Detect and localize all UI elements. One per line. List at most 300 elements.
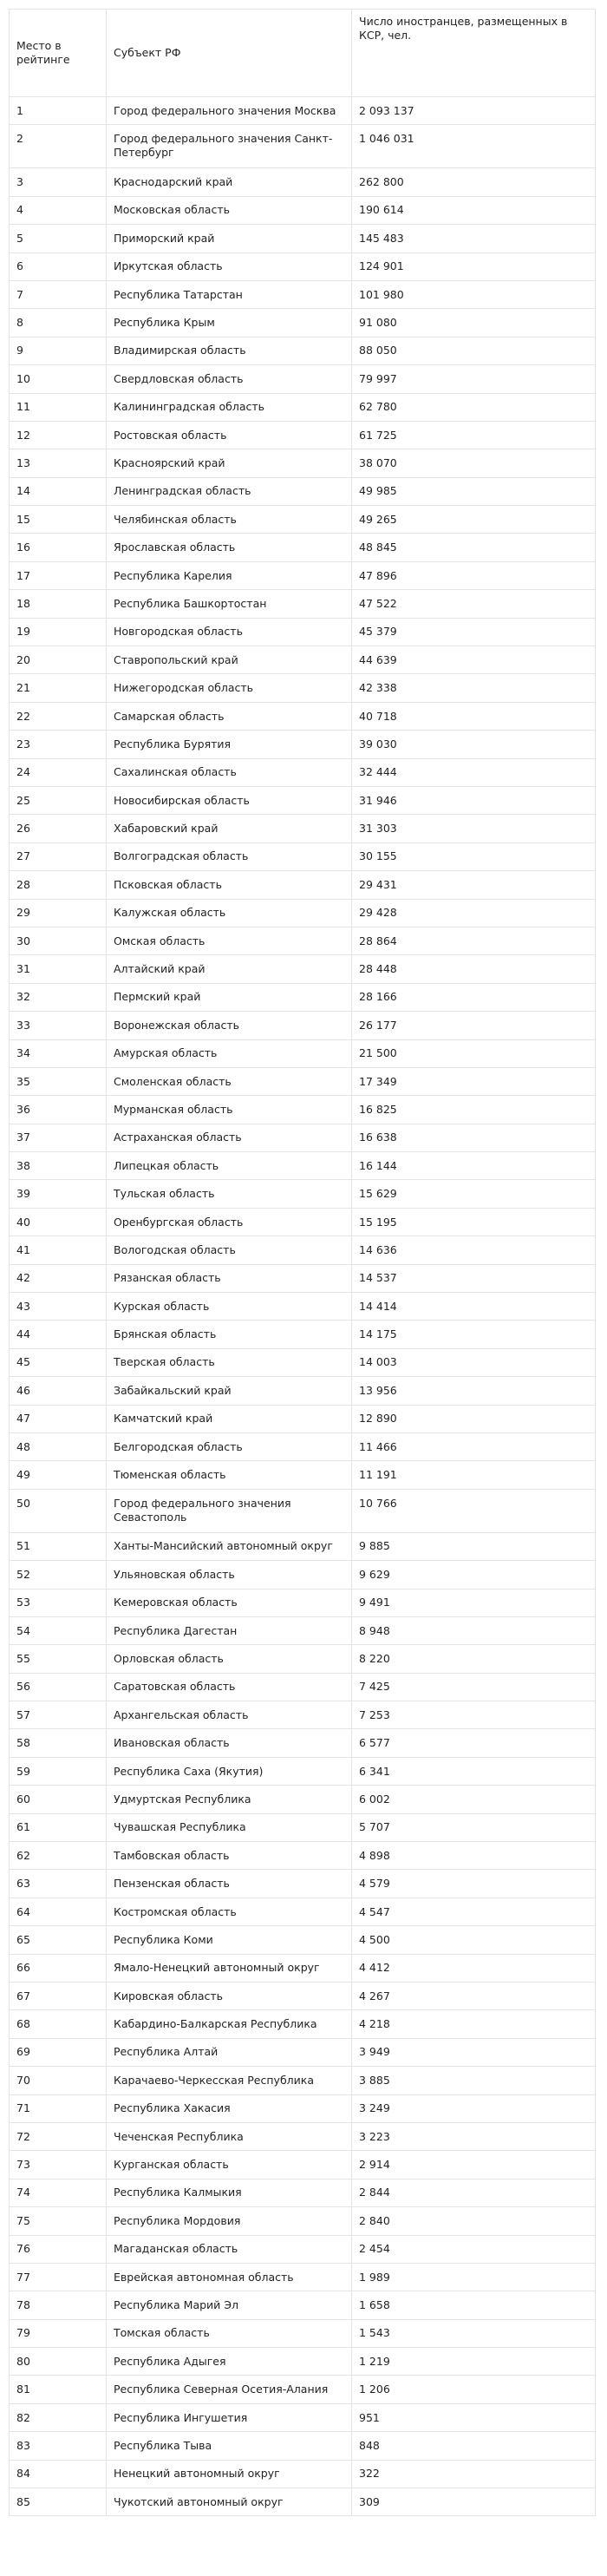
foreigners-count-cell: 47 896 (352, 561, 596, 589)
foreigners-count-cell: 2 844 (352, 2179, 596, 2206)
rank-cell: 15 (10, 506, 107, 534)
rank-cell: 43 (10, 1293, 107, 1321)
table-row (10, 2010, 596, 2038)
region-cell: Пензенская область (107, 1870, 352, 1898)
rank-cell: 47 (10, 1405, 107, 1432)
table-row (10, 1321, 596, 1348)
rank-cell: 63 (10, 1870, 107, 1898)
table-row (10, 2122, 596, 2150)
region-cell: Удмуртская Республика (107, 1786, 352, 1813)
table-body (10, 97, 596, 2516)
foreigners-count-cell: 29 431 (352, 871, 596, 899)
region-cell: Кабардино-Балкарская Республика (107, 2010, 352, 2038)
table-row (10, 225, 596, 252)
region-cell: Чувашская Республика (107, 1813, 352, 1841)
table-row (10, 1067, 596, 1095)
table-row (10, 506, 596, 534)
table-header (10, 10, 596, 97)
foreigners-count-cell: 40 718 (352, 702, 596, 730)
foreigners-count-cell: 3 949 (352, 2038, 596, 2066)
foreigners-count-cell: 6 002 (352, 1786, 596, 1813)
rank-cell: 16 (10, 534, 107, 561)
table-row (10, 309, 596, 337)
foreigners-count-cell: 48 845 (352, 534, 596, 561)
region-cell: Красноярский край (107, 449, 352, 477)
foreigners-count-cell: 42 338 (352, 674, 596, 702)
table-row (10, 2235, 596, 2263)
foreigners-count-cell: 4 579 (352, 1870, 596, 1898)
region-cell: Костромская область (107, 1898, 352, 1925)
rank-cell: 3 (10, 168, 107, 196)
foreigners-count-cell: 14 003 (352, 1348, 596, 1376)
region-cell: Белгородская область (107, 1432, 352, 1460)
table-row (10, 1673, 596, 1701)
foreigners-count-cell: 11 466 (352, 1432, 596, 1460)
foreigners-count-cell: 91 080 (352, 309, 596, 337)
foreigners-count-cell: 10 766 (352, 1489, 596, 1532)
rank-cell: 41 (10, 1236, 107, 1264)
foreigners-count-cell: 79 997 (352, 365, 596, 393)
table-row (10, 618, 596, 646)
region-cell: Республика Северная Осетия-Алания (107, 2376, 352, 2403)
table-row (10, 1786, 596, 1813)
ranking-table (9, 9, 596, 2516)
foreigners-count-cell: 38 070 (352, 449, 596, 477)
table-row (10, 196, 596, 224)
table-row (10, 2291, 596, 2319)
rank-cell: 26 (10, 815, 107, 842)
region-cell: Тюменская область (107, 1461, 352, 1489)
table-row (10, 1701, 596, 1729)
region-cell: Нижегородская область (107, 674, 352, 702)
rank-cell: 49 (10, 1461, 107, 1489)
rank-cell: 24 (10, 758, 107, 786)
foreigners-count-cell: 49 265 (352, 506, 596, 534)
table-row (10, 1645, 596, 1673)
foreigners-count-cell: 1 989 (352, 2263, 596, 2291)
rank-cell: 71 (10, 2094, 107, 2122)
rank-cell: 73 (10, 2151, 107, 2179)
table-row (10, 983, 596, 1011)
table-row (10, 590, 596, 618)
foreigners-count-cell: 124 901 (352, 252, 596, 280)
region-cell: Республика Марий Эл (107, 2291, 352, 2319)
foreigners-count-cell: 45 379 (352, 618, 596, 646)
table-row (10, 1926, 596, 1954)
region-cell: Самарская область (107, 702, 352, 730)
rank-cell: 45 (10, 1348, 107, 1376)
foreigners-count-cell: 16 638 (352, 1124, 596, 1151)
region-cell: Республика Дагестан (107, 1616, 352, 1644)
region-cell: Свердловская область (107, 365, 352, 393)
foreigners-count-cell: 322 (352, 2460, 596, 2488)
header-region: Субъект РФ (107, 10, 352, 97)
rank-cell: 48 (10, 1432, 107, 1460)
region-cell: Калужская область (107, 899, 352, 927)
rank-cell: 50 (10, 1489, 107, 1532)
table-row (10, 1124, 596, 1151)
table-row (10, 786, 596, 814)
rank-cell: 79 (10, 2319, 107, 2347)
foreigners-count-cell: 2 093 137 (352, 97, 596, 125)
foreigners-count-cell: 32 444 (352, 758, 596, 786)
table-row (10, 1377, 596, 1405)
region-cell: Московская область (107, 196, 352, 224)
header-row (10, 10, 596, 97)
table-row (10, 534, 596, 561)
region-cell: Омская область (107, 927, 352, 954)
region-cell: Кемеровская область (107, 1589, 352, 1616)
rank-cell: 85 (10, 2488, 107, 2516)
table-row (10, 337, 596, 364)
region-cell: Курганская область (107, 2151, 352, 2179)
foreigners-count-cell: 30 155 (352, 842, 596, 870)
foreigners-count-cell: 14 414 (352, 1293, 596, 1321)
region-cell: Ненецкий автономный округ (107, 2460, 352, 2488)
region-cell: Липецкая область (107, 1152, 352, 1180)
table-row (10, 1561, 596, 1589)
region-cell: Республика Мордовия (107, 2207, 352, 2235)
rank-cell: 68 (10, 2010, 107, 2038)
foreigners-count-cell: 6 577 (352, 1729, 596, 1757)
rank-cell: 61 (10, 1813, 107, 1841)
region-cell: Ульяновская область (107, 1561, 352, 1589)
region-cell: Оренбургская область (107, 1208, 352, 1236)
foreigners-count-cell: 4 412 (352, 1954, 596, 1982)
table-row (10, 168, 596, 196)
table-row (10, 646, 596, 674)
foreigners-count-cell: 16 825 (352, 1096, 596, 1124)
region-cell: Пермский край (107, 983, 352, 1011)
rank-cell: 46 (10, 1377, 107, 1405)
foreigners-count-cell: 1 658 (352, 2291, 596, 2319)
region-cell: Город федерального значения Москва (107, 97, 352, 125)
region-cell: Амурская область (107, 1039, 352, 1067)
region-cell: Республика Калмыкия (107, 2179, 352, 2206)
foreigners-count-cell: 26 177 (352, 1012, 596, 1039)
foreigners-count-cell: 262 800 (352, 168, 596, 196)
table-row (10, 365, 596, 393)
region-cell: Забайкальский край (107, 1377, 352, 1405)
table-row (10, 1236, 596, 1264)
rank-cell: 78 (10, 2291, 107, 2319)
table-row (10, 871, 596, 899)
header-foreigners-count: Число иностранцев, размещенных в КСР, чел. (352, 10, 596, 97)
rank-cell: 7 (10, 280, 107, 308)
foreigners-count-cell: 4 898 (352, 1842, 596, 1870)
rank-cell: 1 (10, 97, 107, 125)
table-row (10, 1432, 596, 1460)
table-row (10, 449, 596, 477)
table-row (10, 1461, 596, 1489)
region-cell: Магаданская область (107, 2235, 352, 2263)
rank-cell: 82 (10, 2403, 107, 2431)
table-row (10, 955, 596, 983)
table-row (10, 1757, 596, 1785)
region-cell: Астраханская область (107, 1124, 352, 1151)
foreigners-count-cell: 17 349 (352, 1067, 596, 1095)
table-row (10, 1898, 596, 1925)
table-row (10, 1208, 596, 1236)
region-cell: Курская область (107, 1293, 352, 1321)
region-cell: Краснодарский край (107, 168, 352, 196)
table-row (10, 2403, 596, 2431)
region-cell: Республика Тыва (107, 2432, 352, 2460)
region-cell: Ивановская область (107, 1729, 352, 1757)
region-cell: Тамбовская область (107, 1842, 352, 1870)
region-cell: Волгоградская область (107, 842, 352, 870)
rank-cell: 62 (10, 1842, 107, 1870)
region-cell: Республика Башкортостан (107, 590, 352, 618)
table-row (10, 674, 596, 702)
region-cell: Новосибирская область (107, 786, 352, 814)
table-row (10, 899, 596, 927)
foreigners-count-cell: 62 780 (352, 393, 596, 421)
rank-cell: 5 (10, 225, 107, 252)
region-cell: Калининградская область (107, 393, 352, 421)
rank-cell: 39 (10, 1180, 107, 1208)
region-cell: Город федерального значения Санкт-Петербург (107, 125, 352, 168)
table-row (10, 1983, 596, 2010)
foreigners-count-cell: 2 914 (352, 2151, 596, 2179)
foreigners-count-cell: 28 448 (352, 955, 596, 983)
rank-cell: 72 (10, 2122, 107, 2150)
table-row (10, 1729, 596, 1757)
table-row (10, 421, 596, 449)
foreigners-count-cell: 16 144 (352, 1152, 596, 1180)
foreigners-count-cell: 12 890 (352, 1405, 596, 1432)
rank-cell: 83 (10, 2432, 107, 2460)
region-cell: Республика Коми (107, 1926, 352, 1954)
foreigners-count-cell: 28 166 (352, 983, 596, 1011)
table-row (10, 2179, 596, 2206)
table-row (10, 1842, 596, 1870)
table-row (10, 1152, 596, 1180)
foreigners-count-cell: 14 636 (352, 1236, 596, 1264)
foreigners-count-cell: 31 303 (352, 815, 596, 842)
table-row (10, 1954, 596, 1982)
table-row (10, 561, 596, 589)
rank-cell: 32 (10, 983, 107, 1011)
table-row (10, 842, 596, 870)
rank-cell: 8 (10, 309, 107, 337)
rank-cell: 42 (10, 1264, 107, 1292)
foreigners-count-cell: 4 267 (352, 1983, 596, 2010)
table-row (10, 2460, 596, 2488)
table-row (10, 2263, 596, 2291)
foreigners-count-cell: 15 195 (352, 1208, 596, 1236)
foreigners-count-cell: 2 840 (352, 2207, 596, 2235)
foreigners-count-cell: 5 707 (352, 1813, 596, 1841)
rank-cell: 11 (10, 393, 107, 421)
region-cell: Республика Адыгея (107, 2348, 352, 2376)
region-cell: Сахалинская область (107, 758, 352, 786)
region-cell: Чукотский автономный округ (107, 2488, 352, 2516)
region-cell: Иркутская область (107, 252, 352, 280)
table-row (10, 2067, 596, 2094)
foreigners-count-cell: 4 547 (352, 1898, 596, 1925)
rank-cell: 58 (10, 1729, 107, 1757)
rank-cell: 84 (10, 2460, 107, 2488)
rank-cell: 34 (10, 1039, 107, 1067)
rank-cell: 17 (10, 561, 107, 589)
region-cell: Республика Татарстан (107, 280, 352, 308)
region-cell: Ярославская область (107, 534, 352, 561)
table-row (10, 1532, 596, 1560)
region-cell: Город федерального значения Севастополь (107, 1489, 352, 1532)
table-row (10, 2432, 596, 2460)
foreigners-count-cell: 88 050 (352, 337, 596, 364)
table-row (10, 1405, 596, 1432)
table-row (10, 1616, 596, 1644)
rank-cell: 44 (10, 1321, 107, 1348)
rank-cell: 75 (10, 2207, 107, 2235)
rank-cell: 18 (10, 590, 107, 618)
rank-cell: 13 (10, 449, 107, 477)
rank-cell: 66 (10, 1954, 107, 1982)
table-row (10, 758, 596, 786)
region-cell: Алтайский край (107, 955, 352, 983)
rank-cell: 81 (10, 2376, 107, 2403)
foreigners-count-cell: 8 948 (352, 1616, 596, 1644)
rank-cell: 80 (10, 2348, 107, 2376)
region-cell: Владимирская область (107, 337, 352, 364)
rank-cell: 59 (10, 1757, 107, 1785)
region-cell: Орловская область (107, 1645, 352, 1673)
rank-cell: 64 (10, 1898, 107, 1925)
table-row (10, 2207, 596, 2235)
foreigners-count-cell: 951 (352, 2403, 596, 2431)
rank-cell: 30 (10, 927, 107, 954)
region-cell: Республика Хакасия (107, 2094, 352, 2122)
foreigners-count-cell: 848 (352, 2432, 596, 2460)
foreigners-count-cell: 44 639 (352, 646, 596, 674)
region-cell: Смоленская область (107, 1067, 352, 1095)
region-cell: Республика Бурятия (107, 731, 352, 758)
rank-cell: 33 (10, 1012, 107, 1039)
table-row (10, 1039, 596, 1067)
rank-cell: 65 (10, 1926, 107, 1954)
region-cell: Приморский край (107, 225, 352, 252)
table-row (10, 1813, 596, 1841)
region-cell: Республика Алтай (107, 2038, 352, 2066)
foreigners-count-cell: 39 030 (352, 731, 596, 758)
foreigners-count-cell: 14 175 (352, 1321, 596, 1348)
foreigners-count-cell: 15 629 (352, 1180, 596, 1208)
region-cell: Республика Саха (Якутия) (107, 1757, 352, 1785)
rank-cell: 77 (10, 2263, 107, 2291)
foreigners-count-cell: 29 428 (352, 899, 596, 927)
rank-cell: 2 (10, 125, 107, 168)
foreigners-count-cell: 3 249 (352, 2094, 596, 2122)
region-cell: Ямало-Ненецкий автономный округ (107, 1954, 352, 1982)
region-cell: Рязанская область (107, 1264, 352, 1292)
table-row (10, 1870, 596, 1898)
rank-cell: 29 (10, 899, 107, 927)
foreigners-count-cell: 1 219 (352, 2348, 596, 2376)
table-row (10, 927, 596, 954)
rank-cell: 27 (10, 842, 107, 870)
rank-cell: 54 (10, 1616, 107, 1644)
foreigners-count-cell: 14 537 (352, 1264, 596, 1292)
foreigners-count-cell: 28 864 (352, 927, 596, 954)
region-cell: Тульская область (107, 1180, 352, 1208)
rank-cell: 60 (10, 1786, 107, 1813)
foreigners-count-cell: 8 220 (352, 1645, 596, 1673)
foreigners-count-cell: 1 206 (352, 2376, 596, 2403)
rank-cell: 53 (10, 1589, 107, 1616)
foreigners-count-cell: 11 191 (352, 1461, 596, 1489)
region-cell: Мурманская область (107, 1096, 352, 1124)
rank-cell: 12 (10, 421, 107, 449)
region-cell: Кировская область (107, 1983, 352, 2010)
rank-cell: 9 (10, 337, 107, 364)
foreigners-count-cell: 4 218 (352, 2010, 596, 2038)
region-cell: Республика Крым (107, 309, 352, 337)
foreigners-count-cell: 3 223 (352, 2122, 596, 2150)
table-row (10, 2151, 596, 2179)
region-cell: Ростовская область (107, 421, 352, 449)
table-row (10, 280, 596, 308)
foreigners-count-cell: 31 946 (352, 786, 596, 814)
rank-cell: 22 (10, 702, 107, 730)
region-cell: Саратовская область (107, 1673, 352, 1701)
table-row (10, 393, 596, 421)
rank-cell: 76 (10, 2235, 107, 2263)
region-cell: Еврейская автономная область (107, 2263, 352, 2291)
foreigners-count-cell: 9 885 (352, 1532, 596, 1560)
table-row (10, 1012, 596, 1039)
rank-cell: 31 (10, 955, 107, 983)
foreigners-count-cell: 3 885 (352, 2067, 596, 2094)
region-cell: Чеченская Республика (107, 2122, 352, 2150)
rank-cell: 69 (10, 2038, 107, 2066)
foreigners-count-cell: 101 980 (352, 280, 596, 308)
region-cell: Республика Карелия (107, 561, 352, 589)
table-row (10, 702, 596, 730)
rank-cell: 38 (10, 1152, 107, 1180)
rank-cell: 4 (10, 196, 107, 224)
table-row (10, 2488, 596, 2516)
rank-cell: 28 (10, 871, 107, 899)
foreigners-count-cell: 309 (352, 2488, 596, 2516)
table-row (10, 1489, 596, 1532)
table-row (10, 815, 596, 842)
region-cell: Вологодская область (107, 1236, 352, 1264)
foreigners-count-cell: 2 454 (352, 2235, 596, 2263)
foreigners-count-cell: 4 500 (352, 1926, 596, 1954)
rank-cell: 57 (10, 1701, 107, 1729)
region-cell: Новгородская область (107, 618, 352, 646)
region-cell: Тверская область (107, 1348, 352, 1376)
region-cell: Псковская область (107, 871, 352, 899)
rank-cell: 6 (10, 252, 107, 280)
foreigners-count-cell: 61 725 (352, 421, 596, 449)
table-row (10, 1589, 596, 1616)
foreigners-count-cell: 6 341 (352, 1757, 596, 1785)
table-row (10, 731, 596, 758)
region-cell: Брянская область (107, 1321, 352, 1348)
rank-cell: 23 (10, 731, 107, 758)
ranking-table-container (9, 9, 595, 2516)
foreigners-count-cell: 1 543 (352, 2319, 596, 2347)
table-row (10, 477, 596, 505)
table-row (10, 1180, 596, 1208)
rank-cell: 25 (10, 786, 107, 814)
rank-cell: 20 (10, 646, 107, 674)
rank-cell: 21 (10, 674, 107, 702)
table-row (10, 1348, 596, 1376)
